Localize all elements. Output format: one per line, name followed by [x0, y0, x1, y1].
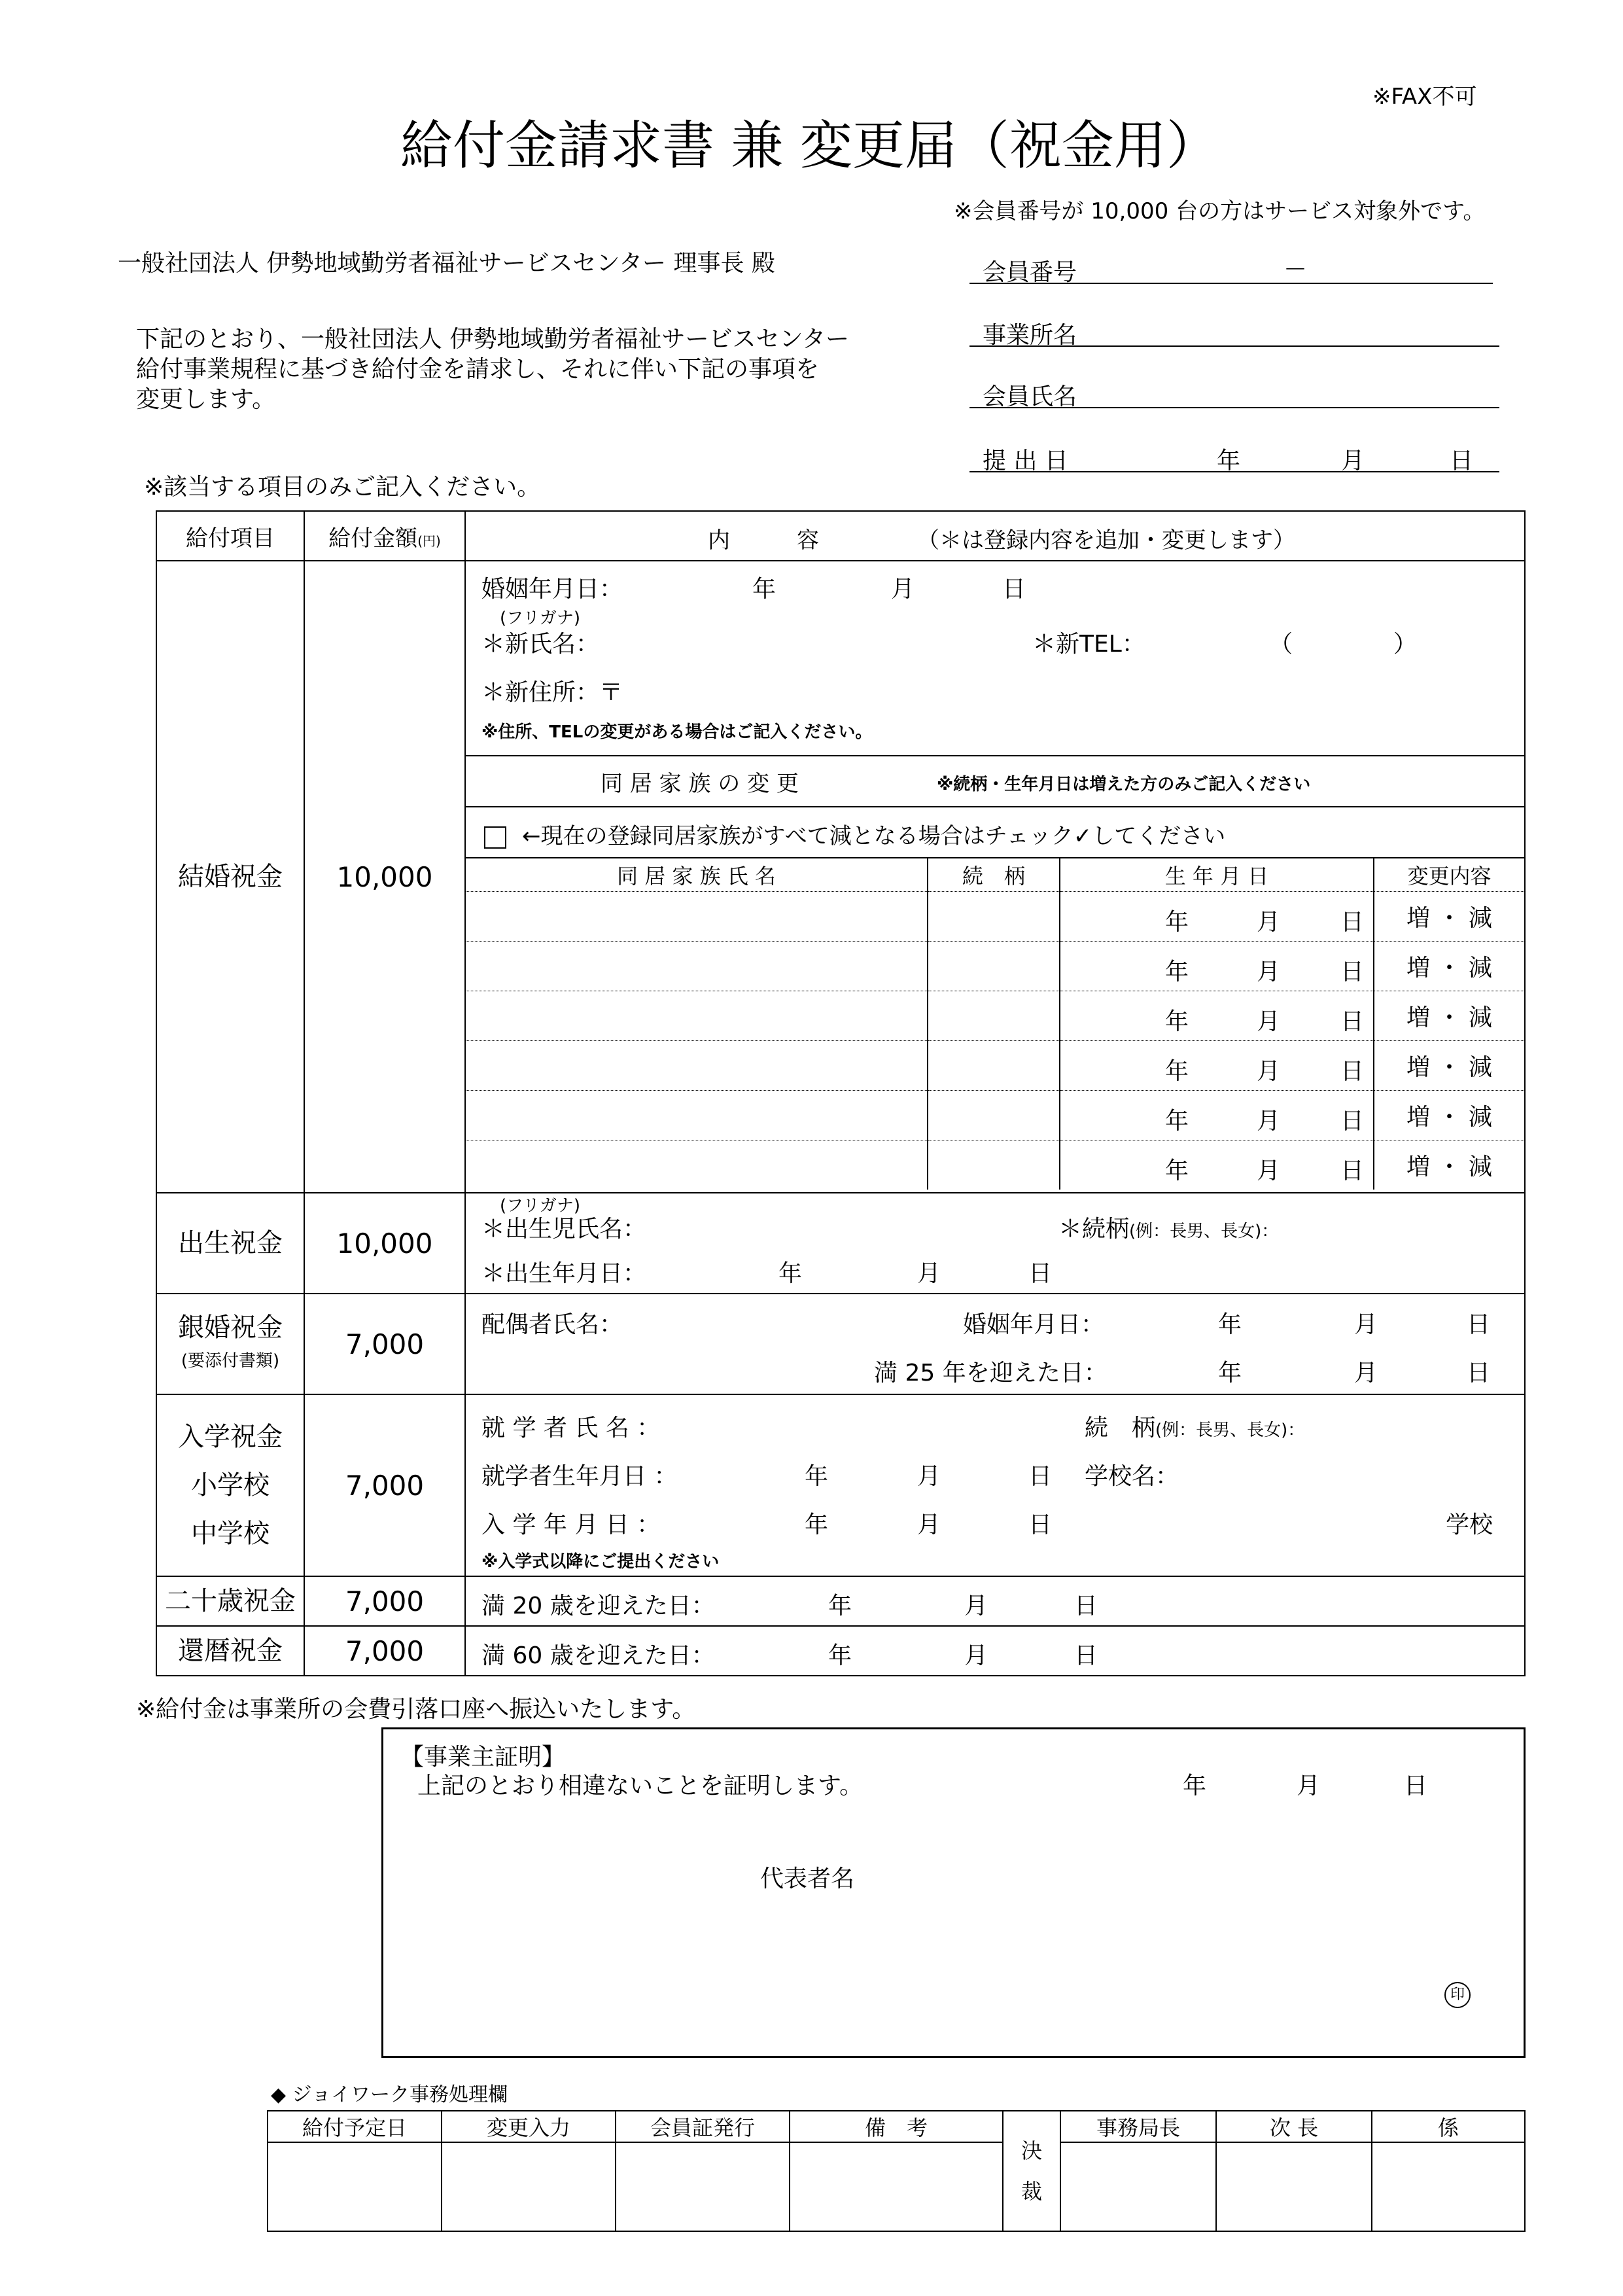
school-sub-junior: 中学校 — [191, 1519, 270, 1549]
family-birth-day: 日 — [1340, 1008, 1365, 1035]
employer-year: 年 — [1183, 1773, 1207, 1799]
family-name-cell[interactable] — [466, 892, 928, 942]
twenty-month: 月 — [964, 1593, 988, 1619]
family-col-name: 同 居 家 族 氏 名 — [466, 858, 928, 892]
family-relation-cell[interactable] — [928, 942, 1060, 991]
payment-note: ※給付金は事業所の会費引落口座へ振込いたします。 — [136, 1696, 696, 1723]
child-birth-year: 年 — [778, 1260, 803, 1287]
col-header-amount-unit: (円) — [417, 533, 441, 549]
child-birth-label: ＊出生年月日： — [481, 1260, 647, 1287]
category-twenty: 二十歳祝金 — [156, 1576, 304, 1626]
kanreki-year: 年 — [828, 1642, 852, 1669]
family-relation-cell[interactable] — [928, 991, 1060, 1041]
amount-twenty: 7,000 — [304, 1576, 465, 1626]
entry-date-label: 入 学 年 月 日 ： — [481, 1511, 661, 1538]
school-suffix: 学校 — [1446, 1511, 1493, 1538]
marriage-info — [466, 561, 1524, 755]
anniversary-year: 年 — [1218, 1360, 1242, 1386]
office-col-change-input: 変更入力 — [442, 2111, 616, 2142]
family-birth-year: 年 — [1165, 1108, 1189, 1135]
silver-category-text: 銀婚祝金 — [178, 1312, 283, 1343]
family-birth-day: 日 — [1340, 1157, 1365, 1184]
family-relation-cell[interactable] — [928, 1091, 1060, 1140]
student-name-label: 就 学 者 氏 名 ： — [481, 1415, 661, 1441]
instruction-note: ※該当する項目のみご記入ください。 — [144, 474, 541, 501]
fax-note: ※FAX不可 — [1372, 84, 1477, 110]
employer-certification-box — [381, 1727, 1526, 2058]
child-birth-day: 日 — [1028, 1260, 1053, 1287]
submit-date-label: 提 出 日 — [983, 448, 1068, 474]
address-change-note: ※住所、TELの変更がある場合はご記入ください。 — [481, 722, 873, 742]
card-issue-cell[interactable] — [616, 2142, 790, 2231]
family-name-cell[interactable] — [466, 1091, 928, 1140]
content-school — [465, 1394, 1525, 1576]
family-col-relation: 続 柄 — [928, 858, 1060, 892]
col-header-amount-text: 給付金額 — [328, 525, 418, 552]
office-name-label: 事業所名 — [983, 322, 1077, 349]
office-col-staff: 係 — [1372, 2111, 1525, 2142]
child-relation-example: (例：長男、長女)： — [1129, 1222, 1279, 1241]
kanreki-month: 月 — [964, 1642, 988, 1669]
silver-marriage-month: 月 — [1354, 1311, 1378, 1338]
content-kanreki — [465, 1626, 1525, 1676]
all-removed-checkbox[interactable] — [484, 826, 506, 849]
addressee: 一般社団法人 伊勢地域勤労者福祉サービスセンター 理事長 殿 — [118, 250, 775, 277]
decision-label — [1003, 2111, 1060, 2231]
content-birth — [465, 1193, 1525, 1294]
furigana-label: (フリガナ) — [500, 609, 580, 628]
family-relation-cell[interactable] — [928, 1140, 1060, 1190]
family-change-cell[interactable]: 増 ・ 減 — [1374, 1091, 1524, 1140]
family-change-title: 同 居 家 族 の 変 更 — [601, 771, 799, 797]
anniversary-month: 月 — [1354, 1360, 1378, 1386]
member-no-label: 会員番号 — [983, 259, 1077, 286]
anniversary-label: 満 25 年を迎えた日： — [874, 1360, 1108, 1386]
payment-date-cell[interactable] — [268, 2142, 442, 2231]
tel-paren-open: （ — [1269, 631, 1293, 658]
family-row — [466, 942, 1524, 991]
content-header-label: 内 容 — [708, 527, 819, 554]
child-relation-text: ＊続柄 — [1058, 1216, 1130, 1243]
family-change-cell[interactable]: 増 ・ 減 — [1374, 991, 1524, 1041]
benefit-table — [156, 510, 1526, 1676]
amount-kanreki: 7,000 — [304, 1626, 465, 1676]
staff-stamp-cell[interactable] — [1372, 2142, 1525, 2231]
col-header-item: 給付項目 — [156, 511, 304, 561]
family-row — [466, 1041, 1524, 1091]
entry-day: 日 — [1028, 1511, 1053, 1538]
new-name-label: ＊新氏名： — [481, 631, 600, 658]
child-birth-month: 月 — [917, 1260, 941, 1287]
all-removed-text: ←現在の登録同居家族がすべて減となる場合はチェック✓してください — [522, 823, 1226, 849]
office-processing-table — [267, 2110, 1526, 2232]
submit-month-label: 月 — [1341, 448, 1365, 474]
col-header-content — [465, 511, 1525, 561]
office-col-remarks: 備 考 — [790, 2111, 1003, 2142]
category-school — [156, 1394, 304, 1576]
change-input-cell[interactable] — [442, 2142, 616, 2231]
family-birth-year: 年 — [1165, 1008, 1189, 1035]
office-col-deputy: 次 長 — [1216, 2111, 1372, 2142]
birth-furigana: (フリガナ) — [500, 1196, 580, 1216]
school-category-text: 入学祝金 — [178, 1422, 283, 1452]
family-birth-month: 月 — [1257, 1157, 1281, 1184]
kanreki-day: 日 — [1074, 1642, 1098, 1669]
submit-date-field[interactable] — [969, 471, 1499, 472]
family-col-change: 変更内容 — [1374, 858, 1524, 892]
category-birth: 出生祝金 — [156, 1193, 304, 1294]
decision-char-1: 決 — [1021, 2138, 1042, 2163]
all-removed-row — [466, 806, 1524, 857]
silver-category-note: (要添付書類) — [181, 1351, 280, 1371]
marriage-date-label: 婚姻年月日： — [481, 576, 623, 603]
school-submit-note: ※入学式以降にご提出ください — [481, 1552, 720, 1572]
entry-month: 月 — [917, 1511, 941, 1538]
new-tel-label: ＊新TEL： — [1032, 631, 1145, 658]
amount-silver: 7,000 — [304, 1294, 465, 1394]
amount-marriage: 10,000 — [304, 561, 465, 1193]
seal-icon: 印 — [1444, 1982, 1471, 2008]
school-sub-elementary: 小学校 — [191, 1470, 270, 1500]
col-header-amount — [304, 511, 465, 561]
family-birth-year: 年 — [1165, 1058, 1189, 1085]
member-name-label: 会員氏名 — [983, 383, 1077, 410]
office-col-payment-date: 給付予定日 — [268, 2111, 442, 2142]
member-no-field[interactable] — [969, 283, 1493, 284]
family-change-cell[interactable]: 増 ・ 減 — [1374, 1140, 1524, 1190]
all-removed-check-text — [484, 818, 1225, 850]
family-birth-year: 年 — [1165, 1157, 1189, 1184]
tel-paren-close: ） — [1393, 631, 1418, 658]
family-birth-cell[interactable] — [1060, 1041, 1374, 1091]
school-name-label: 学校名： — [1085, 1463, 1179, 1490]
submit-year-label: 年 — [1217, 448, 1241, 474]
student-relation-label — [1085, 1409, 1304, 1443]
anniversary-day: 日 — [1467, 1360, 1491, 1386]
family-birth-cell[interactable] — [1060, 892, 1374, 942]
family-birth-month: 月 — [1257, 1058, 1281, 1085]
remarks-cell[interactable] — [790, 2142, 1003, 2231]
family-birth-month: 月 — [1257, 909, 1281, 936]
family-relation-cell[interactable] — [928, 1041, 1060, 1091]
family-row — [466, 991, 1524, 1041]
employer-text: 上記のとおり相違ないことを証明します。 — [417, 1773, 864, 1799]
member-no-dash: － — [1283, 256, 1308, 283]
family-birth-day: 日 — [1340, 1058, 1365, 1085]
family-col-birth: 生 年 月 日 — [1060, 858, 1374, 892]
marriage-month: 月 — [891, 576, 915, 603]
employer-month: 月 — [1297, 1773, 1321, 1799]
page-title: 給付金請求書 兼 変更届（祝金用） — [400, 115, 1219, 176]
student-birth-year: 年 — [805, 1463, 829, 1490]
family-change-cell[interactable]: 増 ・ 減 — [1374, 892, 1524, 942]
twenty-day: 日 — [1074, 1593, 1098, 1619]
twenty-year: 年 — [828, 1593, 852, 1619]
silver-marriage-date-label: 婚姻年月日： — [963, 1311, 1105, 1338]
kanreki-label: 満 60 歳を迎えた日： — [481, 1642, 715, 1669]
student-birth-month: 月 — [917, 1463, 941, 1490]
twenty-label: 満 20 歳を迎えた日： — [481, 1593, 715, 1619]
family-row — [466, 892, 1524, 942]
employer-day: 日 — [1404, 1773, 1428, 1799]
child-name-label: ＊出生児氏名： — [481, 1216, 647, 1243]
family-row — [466, 1140, 1524, 1190]
employer-title: 【事業主証明】 — [400, 1744, 566, 1771]
family-change-cell[interactable]: 増 ・ 減 — [1374, 1041, 1524, 1091]
director-stamp-cell[interactable] — [1060, 2142, 1216, 2231]
decision-char-2: 裁 — [1021, 2179, 1042, 2204]
family-birth-day: 日 — [1340, 959, 1365, 985]
family-birth-day: 日 — [1340, 1108, 1365, 1135]
family-name-cell[interactable] — [466, 942, 928, 991]
amount-birth: 10,000 — [304, 1193, 465, 1294]
family-table — [466, 857, 1524, 1190]
child-relation-label — [1058, 1210, 1278, 1244]
student-relation-example: (例：長男、長女)： — [1155, 1421, 1305, 1440]
category-marriage: 結婚祝金 — [156, 561, 304, 1193]
family-change-note: ※続柄・生年月日は増えた方のみご記入ください — [937, 775, 1311, 794]
office-section-title: ◆ ジョイワーク事務処理欄 — [271, 2083, 508, 2106]
family-relation-cell[interactable] — [928, 892, 1060, 942]
family-birth-cell[interactable] — [1060, 991, 1374, 1041]
family-birth-year: 年 — [1165, 909, 1189, 936]
office-name-field[interactable] — [969, 345, 1499, 347]
family-birth-cell[interactable] — [1060, 1091, 1374, 1140]
family-birth-month: 月 — [1257, 1008, 1281, 1035]
office-col-director: 事務局長 — [1060, 2111, 1216, 2142]
content-marriage — [465, 561, 1525, 1193]
spouse-name-label: 配偶者氏名： — [481, 1311, 623, 1338]
amount-school: 7,000 — [304, 1394, 465, 1576]
deputy-stamp-cell[interactable] — [1216, 2142, 1372, 2231]
submit-day-label: 日 — [1450, 448, 1474, 474]
office-col-card-issue: 会員証発行 — [616, 2111, 790, 2142]
family-birth-month: 月 — [1257, 959, 1281, 985]
new-address-label: ＊新住所：〒 — [481, 679, 623, 706]
category-silver — [156, 1294, 304, 1394]
content-silver — [465, 1294, 1525, 1394]
intro-line-1: 下記のとおり、一般社団法人 伊勢地域勤労者福祉サービスセンター — [136, 326, 850, 353]
family-birth-day: 日 — [1340, 909, 1365, 936]
family-birth-year: 年 — [1165, 959, 1189, 985]
representative-label: 代表者名 — [760, 1865, 855, 1892]
family-birth-cell[interactable] — [1060, 1140, 1374, 1190]
marriage-day: 日 — [1002, 576, 1026, 603]
category-kanreki: 還暦祝金 — [156, 1626, 304, 1676]
student-relation-text: 続 柄 — [1085, 1415, 1156, 1441]
content-header-note: （＊は登録内容を追加・変更します） — [917, 527, 1295, 554]
family-birth-cell[interactable] — [1060, 942, 1374, 991]
content-twenty — [465, 1576, 1525, 1626]
family-name-cell[interactable] — [466, 1140, 928, 1190]
family-row — [466, 1091, 1524, 1140]
silver-marriage-year: 年 — [1218, 1311, 1242, 1338]
family-change-cell[interactable]: 増 ・ 減 — [1374, 942, 1524, 991]
silver-marriage-day: 日 — [1467, 1311, 1491, 1338]
family-name-cell[interactable] — [466, 991, 928, 1041]
member-no-note: ※会員番号が 10,000 台の方はサービス対象外です。 — [954, 198, 1486, 224]
student-birth-day: 日 — [1028, 1463, 1053, 1490]
family-change-title-row — [466, 755, 1524, 806]
student-birth-label: 就学者生年月日 ： — [481, 1463, 678, 1490]
family-name-cell[interactable] — [466, 1041, 928, 1091]
entry-year: 年 — [805, 1511, 829, 1538]
member-name-field[interactable] — [969, 407, 1499, 408]
intro-line-3: 変更します。 — [136, 386, 276, 413]
family-birth-month: 月 — [1257, 1108, 1281, 1135]
marriage-year: 年 — [752, 576, 777, 603]
intro-line-2: 給付事業規程に基づき給付金を請求し、それに伴い下記の事項を — [136, 356, 820, 383]
